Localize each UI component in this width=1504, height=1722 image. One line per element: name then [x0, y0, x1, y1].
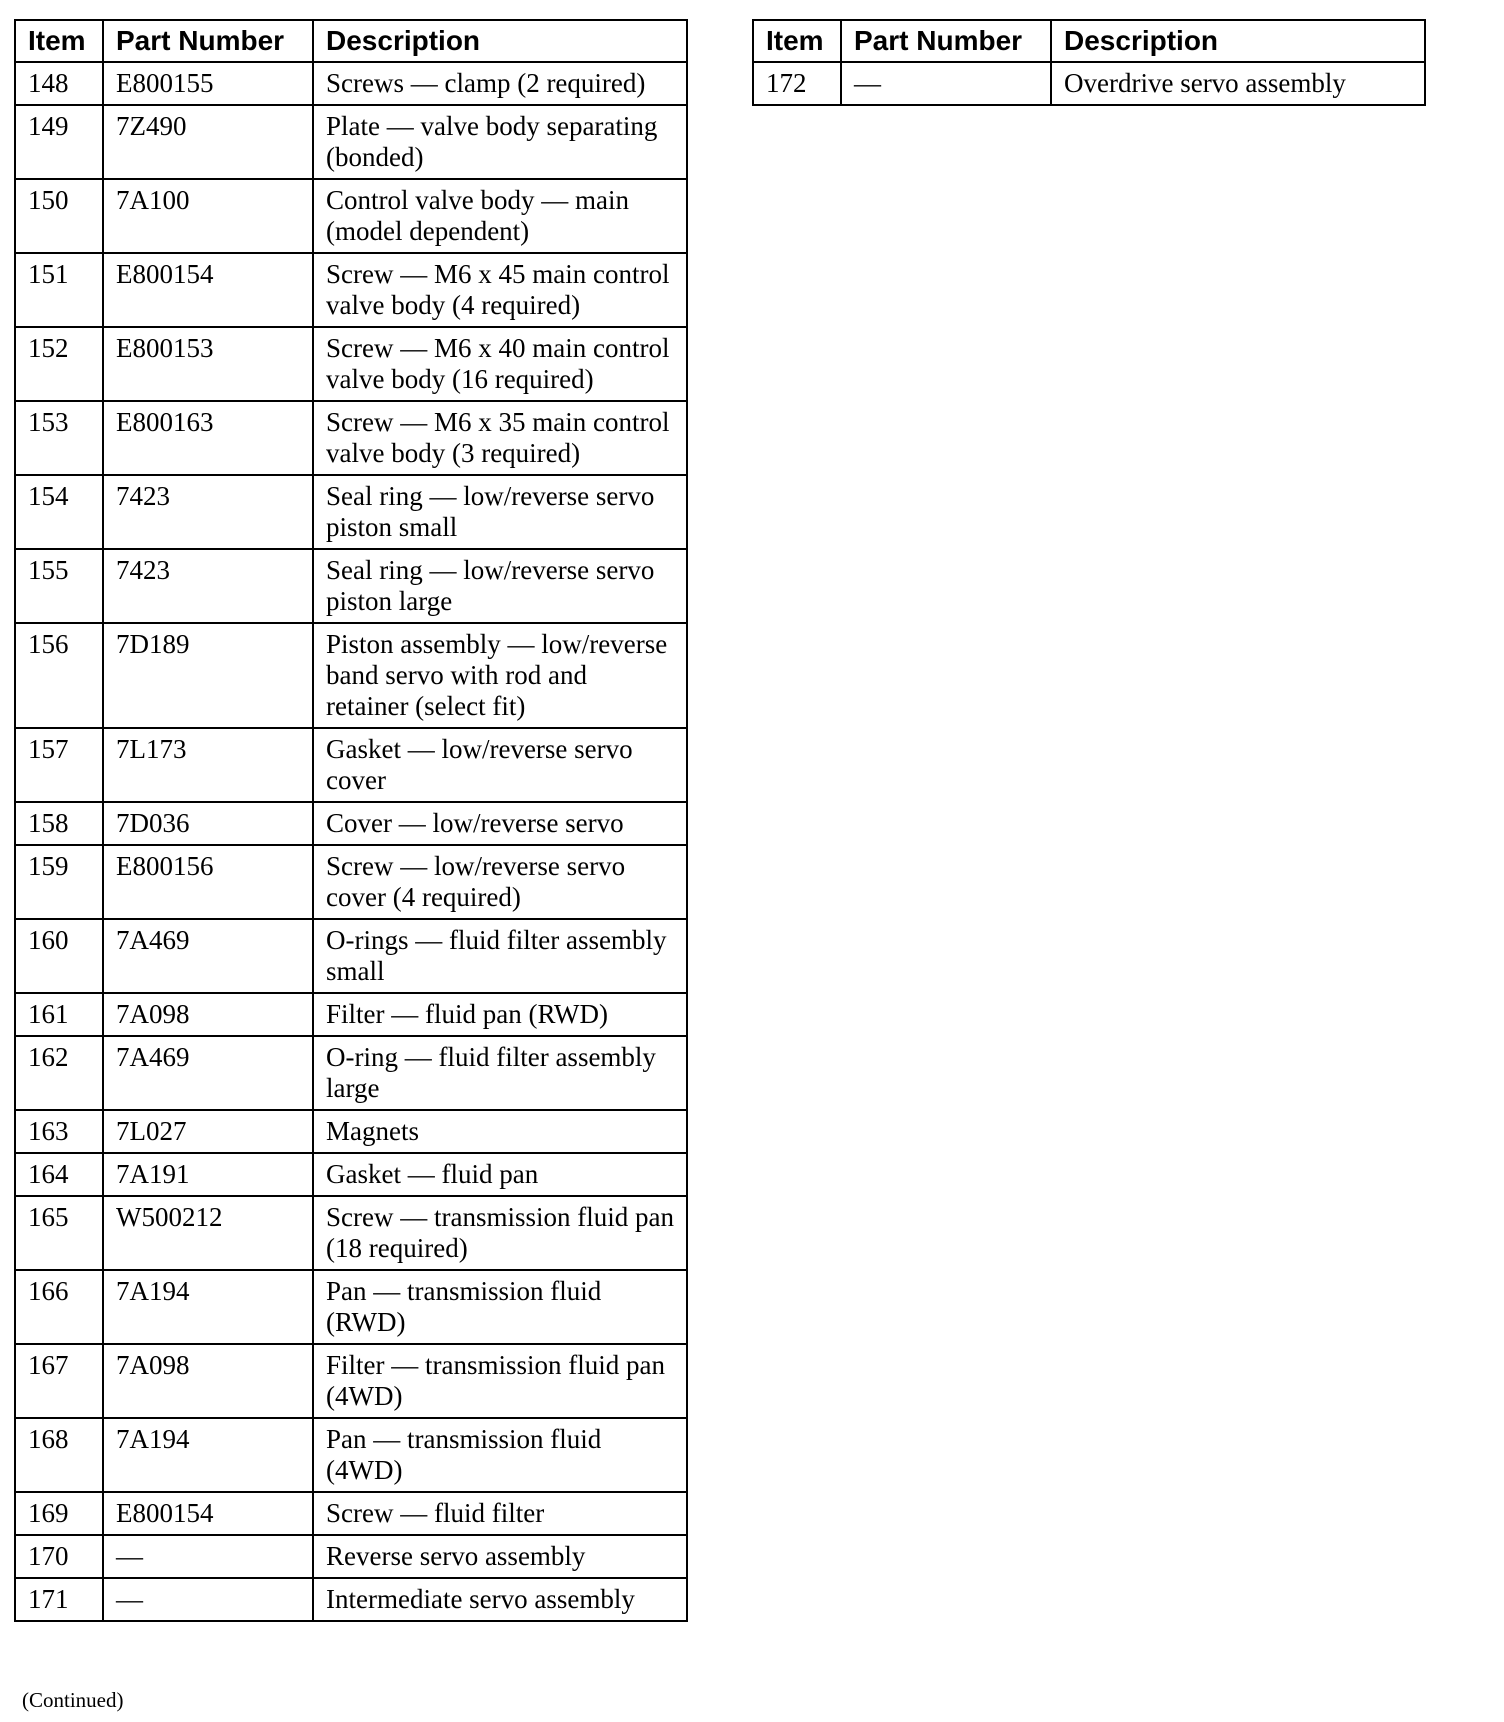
item-cell: 168: [15, 1418, 103, 1492]
item-cell: 156: [15, 623, 103, 728]
description-cell: Seal ring — low/reverse servo piston large: [313, 549, 687, 623]
table-row: [15, 401, 687, 475]
description-cell: Gasket — low/reverse servo cover: [313, 728, 687, 802]
table-header-row: [15, 20, 687, 62]
item-cell: 171: [15, 1578, 103, 1621]
part-number-cell: 7A194: [103, 1270, 313, 1344]
description-cell: O-ring — fluid filter assembly large: [313, 1036, 687, 1110]
table-row: [15, 1196, 687, 1270]
description-cell: Gasket — fluid pan: [313, 1153, 687, 1196]
part-number-cell: —: [103, 1535, 313, 1578]
table-row: [15, 1344, 687, 1418]
item-cell: 166: [15, 1270, 103, 1344]
part-number-cell: —: [103, 1578, 313, 1621]
description-cell: Control valve body — main (model dependent): [313, 179, 687, 253]
part-number-cell: 7423: [103, 475, 313, 549]
part-number-cell: 7A469: [103, 1036, 313, 1110]
table-row: [15, 327, 687, 401]
part-number-cell: E800154: [103, 253, 313, 327]
description-cell: Filter — transmission fluid pan (4WD): [313, 1344, 687, 1418]
item-cell: 155: [15, 549, 103, 623]
table-row: [15, 62, 687, 105]
description-cell: Screw — M6 x 35 main control valve body (3 required): [313, 401, 687, 475]
parts-table-right: [752, 19, 1426, 106]
part-number-cell: E800155: [103, 62, 313, 105]
description-cell: Filter — fluid pan (RWD): [313, 993, 687, 1036]
item-cell: 169: [15, 1492, 103, 1535]
item-cell: 150: [15, 179, 103, 253]
column-header-part-number: Part Number: [841, 20, 1051, 62]
item-cell: 149: [15, 105, 103, 179]
item-cell: 159: [15, 845, 103, 919]
item-cell: 167: [15, 1344, 103, 1418]
description-cell: Pan — transmission fluid (4WD): [313, 1418, 687, 1492]
table-row: [15, 919, 687, 993]
part-number-cell: 7L027: [103, 1110, 313, 1153]
part-number-cell: 7A191: [103, 1153, 313, 1196]
description-cell: Screw — M6 x 40 main control valve body (16 required): [313, 327, 687, 401]
table-row: [15, 549, 687, 623]
table-row: [15, 845, 687, 919]
part-number-cell: 7D036: [103, 802, 313, 845]
item-cell: 158: [15, 802, 103, 845]
description-cell: Screw — M6 x 45 main control valve body (4 required): [313, 253, 687, 327]
column-header-item: Item: [15, 20, 103, 62]
part-number-cell: 7A098: [103, 993, 313, 1036]
table-row: [15, 1270, 687, 1344]
column-header-part-number: Part Number: [103, 20, 313, 62]
item-cell: 153: [15, 401, 103, 475]
table-row: [15, 728, 687, 802]
description-cell: Screw — transmission fluid pan (18 required): [313, 1196, 687, 1270]
item-cell: 165: [15, 1196, 103, 1270]
table-row: [15, 1153, 687, 1196]
part-number-cell: E800154: [103, 1492, 313, 1535]
description-cell: Pan — transmission fluid (RWD): [313, 1270, 687, 1344]
item-cell: 170: [15, 1535, 103, 1578]
part-number-cell: 7L173: [103, 728, 313, 802]
part-number-cell: E800163: [103, 401, 313, 475]
part-number-cell: W500212: [103, 1196, 313, 1270]
description-cell: Seal ring — low/reverse servo piston small: [313, 475, 687, 549]
table-row: [15, 253, 687, 327]
part-number-cell: 7A098: [103, 1344, 313, 1418]
table-row: [753, 62, 1425, 105]
column-header-item: Item: [753, 20, 841, 62]
part-number-cell: E800153: [103, 327, 313, 401]
description-cell: Screws — clamp (2 required): [313, 62, 687, 105]
item-cell: 152: [15, 327, 103, 401]
table-row: [15, 1578, 687, 1621]
part-number-cell: 7D189: [103, 623, 313, 728]
item-cell: 148: [15, 62, 103, 105]
item-cell: 163: [15, 1110, 103, 1153]
table-row: [15, 1418, 687, 1492]
table-row: [15, 1036, 687, 1110]
description-cell: Screw — fluid filter: [313, 1492, 687, 1535]
part-number-cell: 7A100: [103, 179, 313, 253]
table-row: [15, 993, 687, 1036]
table-row: [15, 105, 687, 179]
part-number-cell: 7423: [103, 549, 313, 623]
description-cell: Cover — low/reverse servo: [313, 802, 687, 845]
description-cell: Piston assembly — low/reverse band servo with rod and retainer (select fit): [313, 623, 687, 728]
description-cell: Magnets: [313, 1110, 687, 1153]
table-row: [15, 623, 687, 728]
item-cell: 161: [15, 993, 103, 1036]
item-cell: 157: [15, 728, 103, 802]
item-cell: 160: [15, 919, 103, 993]
item-cell: 154: [15, 475, 103, 549]
description-cell: Plate — valve body separating (bonded): [313, 105, 687, 179]
parts-table-left: [14, 19, 688, 1622]
item-cell: 172: [753, 62, 841, 105]
description-cell: Screw — low/reverse servo cover (4 required): [313, 845, 687, 919]
column-header-description: Description: [1051, 20, 1425, 62]
item-cell: 151: [15, 253, 103, 327]
description-cell: Intermediate servo assembly: [313, 1578, 687, 1621]
table-row: [15, 475, 687, 549]
part-number-cell: —: [841, 62, 1051, 105]
table-row: [15, 179, 687, 253]
description-cell: Reverse servo assembly: [313, 1535, 687, 1578]
column-header-description: Description: [313, 20, 687, 62]
description-cell: Overdrive servo assembly: [1051, 62, 1425, 105]
item-cell: 164: [15, 1153, 103, 1196]
description-cell: O-rings — fluid filter assembly small: [313, 919, 687, 993]
part-number-cell: 7A194: [103, 1418, 313, 1492]
table-row: [15, 1492, 687, 1535]
table-header-row: [753, 20, 1425, 62]
part-number-cell: 7A469: [103, 919, 313, 993]
table-row: [15, 1535, 687, 1578]
continued-note: (Continued): [22, 1688, 124, 1712]
table-row: [15, 1110, 687, 1153]
part-number-cell: E800156: [103, 845, 313, 919]
table-row: [15, 802, 687, 845]
part-number-cell: 7Z490: [103, 105, 313, 179]
item-cell: 162: [15, 1036, 103, 1110]
